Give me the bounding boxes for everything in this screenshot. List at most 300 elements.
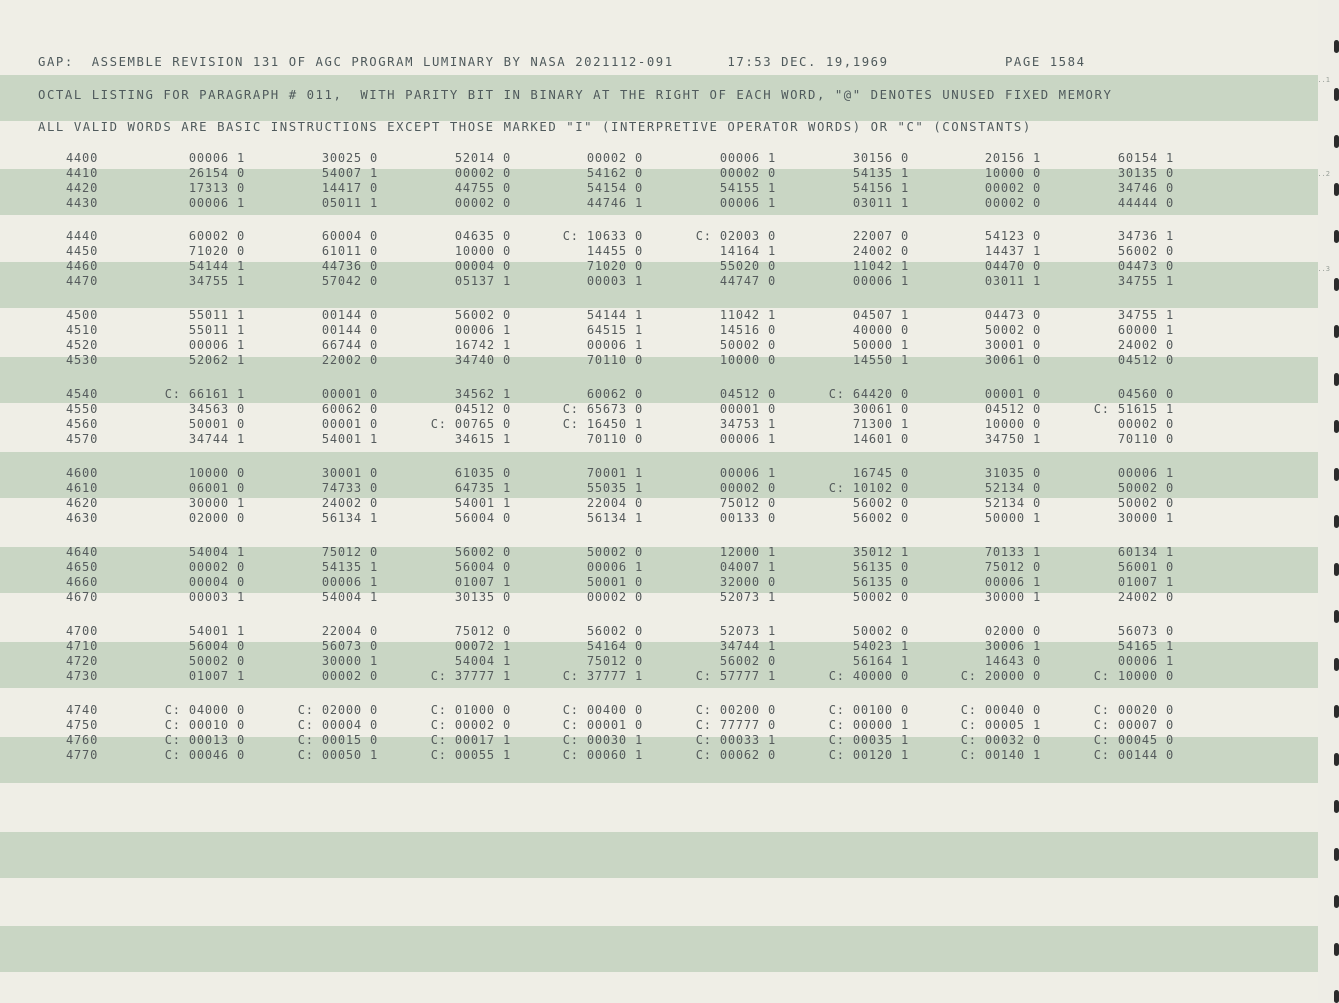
octal-word: 00002 0 <box>454 196 511 210</box>
octal-word: 00001 0 <box>321 417 378 431</box>
octal-word: C: 65673 0 <box>562 402 643 416</box>
row-address: 4730 <box>66 669 99 683</box>
octal-word: 56002 0 <box>719 654 776 668</box>
octal-word: C: 00007 0 <box>1093 718 1174 732</box>
octal-word: 00004 0 <box>454 259 511 273</box>
octal-word: 04470 0 <box>984 259 1041 273</box>
octal-word: 00002 0 <box>321 669 378 683</box>
octal-word: C: 00030 1 <box>562 733 643 747</box>
feed-hole <box>1334 943 1339 956</box>
octal-word: 00002 0 <box>586 151 643 165</box>
octal-word: 30001 0 <box>321 466 378 480</box>
octal-word: 75012 0 <box>719 496 776 510</box>
feed-hole <box>1334 705 1339 718</box>
octal-word: 14455 0 <box>586 244 643 258</box>
octal-word: 30061 0 <box>852 402 909 416</box>
octal-word: 31035 0 <box>984 466 1041 480</box>
feed-hole <box>1334 373 1339 386</box>
octal-word: C: 64420 0 <box>828 387 909 401</box>
octal-word: 56004 0 <box>454 560 511 574</box>
octal-word: 34746 0 <box>1117 181 1174 195</box>
octal-word: 00002 0 <box>454 166 511 180</box>
octal-word: C: 01000 0 <box>430 703 511 717</box>
octal-word: 34736 1 <box>1117 229 1174 243</box>
octal-word: 10000 0 <box>188 466 245 480</box>
octal-word: C: 51615 1 <box>1093 402 1174 416</box>
octal-word: 04512 0 <box>719 387 776 401</box>
row-address: 4600 <box>66 466 99 480</box>
row-address: 4720 <box>66 654 99 668</box>
octal-word: 00006 1 <box>586 338 643 352</box>
octal-word: 01007 1 <box>454 575 511 589</box>
octal-word: 10000 0 <box>984 166 1041 180</box>
octal-word: 34744 1 <box>188 432 245 446</box>
octal-word: 14417 0 <box>321 181 378 195</box>
octal-word: 66744 0 <box>321 338 378 352</box>
octal-word: 00001 0 <box>719 402 776 416</box>
octal-word: 34755 1 <box>1117 308 1174 322</box>
octal-word: 30000 1 <box>188 496 245 510</box>
octal-word: C: 00200 0 <box>695 703 776 717</box>
margin-mark: ..2 <box>1317 170 1330 178</box>
octal-word: 00006 1 <box>454 323 511 337</box>
octal-word: 54135 1 <box>321 560 378 574</box>
octal-word: 55011 1 <box>188 323 245 337</box>
octal-word: 05137 1 <box>454 274 511 288</box>
octal-word: 00006 1 <box>719 151 776 165</box>
octal-word: 00006 1 <box>188 196 245 210</box>
feed-hole <box>1334 278 1339 291</box>
row-address: 4640 <box>66 545 99 559</box>
octal-word: 00072 1 <box>454 639 511 653</box>
margin-mark: ..1 <box>1317 76 1330 84</box>
octal-word: 00006 1 <box>719 432 776 446</box>
octal-word: 00002 0 <box>984 196 1041 210</box>
octal-word: C: 00002 0 <box>430 718 511 732</box>
octal-word: 22007 0 <box>852 229 909 243</box>
row-address: 4500 <box>66 308 99 322</box>
octal-word: C: 00035 1 <box>828 733 909 747</box>
feed-hole <box>1334 895 1339 908</box>
octal-word: C: 00045 0 <box>1093 733 1174 747</box>
octal-word: C: 02003 0 <box>695 229 776 243</box>
octal-word: 44736 0 <box>321 259 378 273</box>
octal-word: C: 00001 0 <box>562 718 643 732</box>
octal-word: C: 37777 1 <box>562 669 643 683</box>
octal-word: 50002 0 <box>586 545 643 559</box>
octal-word: 74733 0 <box>321 481 378 495</box>
row-address: 4660 <box>66 575 99 589</box>
octal-word: 56004 0 <box>454 511 511 525</box>
row-address: 4400 <box>66 151 99 165</box>
row-address: 4650 <box>66 560 99 574</box>
feed-hole <box>1334 610 1339 623</box>
octal-word: 00006 1 <box>188 151 245 165</box>
octal-word: 00003 1 <box>188 590 245 604</box>
octal-word: C: 20000 0 <box>960 669 1041 683</box>
octal-word: 75012 0 <box>586 654 643 668</box>
header-line-2: OCTAL LISTING FOR PARAGRAPH # 011, WITH PARITY BIT IN BINARY AT THE RIGHT OF EACH WORD, "@" DENOTES UNUSED FIXED MEMORY <box>38 88 1113 102</box>
row-address: 4620 <box>66 496 99 510</box>
octal-word: 56002 0 <box>852 496 909 510</box>
octal-word: 30006 1 <box>984 639 1041 653</box>
octal-word: C: 00013 0 <box>164 733 245 747</box>
octal-word: 56135 0 <box>852 575 909 589</box>
octal-word: 00001 0 <box>321 387 378 401</box>
octal-word: 56134 1 <box>321 511 378 525</box>
octal-word: C: 00100 0 <box>828 703 909 717</box>
row-address: 4710 <box>66 639 99 653</box>
octal-word: 56073 0 <box>1117 624 1174 638</box>
octal-word: 04512 0 <box>1117 353 1174 367</box>
row-address: 4610 <box>66 481 99 495</box>
octal-word: 17313 0 <box>188 181 245 195</box>
octal-word: 70110 0 <box>586 432 643 446</box>
octal-word: 71020 0 <box>188 244 245 258</box>
octal-word: 54001 1 <box>454 496 511 510</box>
octal-word: 14437 1 <box>984 244 1041 258</box>
octal-word: 00006 1 <box>719 196 776 210</box>
octal-word: C: 00033 1 <box>695 733 776 747</box>
octal-word: C: 10000 0 <box>1093 669 1174 683</box>
margin-mark: ..3 <box>1317 265 1330 273</box>
header-line-3: ALL VALID WORDS ARE BASIC INSTRUCTIONS EXCEPT THOSE MARKED "I" (INTERPRETIVE OPERATOR WORDS) OR "C" (CONSTANTS) <box>38 120 1032 134</box>
feed-hole <box>1334 468 1339 481</box>
octal-word: 54123 0 <box>984 229 1041 243</box>
octal-word: 60134 1 <box>1117 545 1174 559</box>
header-line-1: GAP: ASSEMBLE REVISION 131 OF AGC PROGRAM LUMINARY BY NASA 2021112-091 17:53 DEC. 19,1969 PAGE 1584 <box>38 55 1086 69</box>
octal-word: 35012 1 <box>852 545 909 559</box>
octal-word: 00006 1 <box>188 338 245 352</box>
octal-word: 71300 1 <box>852 417 909 431</box>
octal-word: C: 66161 1 <box>164 387 245 401</box>
octal-word: 54023 1 <box>852 639 909 653</box>
octal-word: 00002 0 <box>719 481 776 495</box>
octal-word: 10000 0 <box>719 353 776 367</box>
row-address: 4440 <box>66 229 99 243</box>
octal-word: C: 00050 1 <box>297 748 378 762</box>
row-address: 4470 <box>66 274 99 288</box>
octal-word: 24002 0 <box>852 244 909 258</box>
octal-word: C: 00140 1 <box>960 748 1041 762</box>
feed-hole <box>1334 563 1339 576</box>
octal-word: 34563 0 <box>188 402 245 416</box>
octal-word: 14550 1 <box>852 353 909 367</box>
octal-word: 60004 0 <box>321 229 378 243</box>
octal-word: 00006 1 <box>1117 654 1174 668</box>
octal-word: 34562 1 <box>454 387 511 401</box>
feed-hole <box>1334 183 1339 196</box>
octal-word: 54001 1 <box>188 624 245 638</box>
green-bar <box>0 926 1318 972</box>
octal-word: C: 10633 0 <box>562 229 643 243</box>
octal-word: 30135 0 <box>454 590 511 604</box>
octal-word: 64515 1 <box>586 323 643 337</box>
octal-word: 14516 0 <box>719 323 776 337</box>
feed-hole <box>1334 325 1339 338</box>
octal-word: 50002 0 <box>1117 496 1174 510</box>
octal-word: 00003 1 <box>586 274 643 288</box>
octal-word: 34755 1 <box>188 274 245 288</box>
row-address: 4450 <box>66 244 99 258</box>
octal-word: C: 00005 1 <box>960 718 1041 732</box>
octal-word: 75012 0 <box>321 545 378 559</box>
octal-word: 50002 0 <box>719 338 776 352</box>
octal-word: 54144 1 <box>188 259 245 273</box>
octal-word: 03011 1 <box>984 274 1041 288</box>
octal-word: C: 00040 0 <box>960 703 1041 717</box>
octal-word: 71020 0 <box>586 259 643 273</box>
octal-word: 26154 0 <box>188 166 245 180</box>
octal-word: 60154 1 <box>1117 151 1174 165</box>
octal-word: 52134 0 <box>984 496 1041 510</box>
octal-word: C: 00060 1 <box>562 748 643 762</box>
octal-word: 54164 0 <box>586 639 643 653</box>
octal-word: 52073 1 <box>719 590 776 604</box>
octal-word: C: 00144 0 <box>1093 748 1174 762</box>
octal-word: 04635 0 <box>454 229 511 243</box>
octal-word: 14643 0 <box>984 654 1041 668</box>
octal-word: 03011 1 <box>852 196 909 210</box>
row-address: 4630 <box>66 511 99 525</box>
octal-word: C: 00400 0 <box>562 703 643 717</box>
octal-word: 20156 1 <box>984 151 1041 165</box>
octal-word: 30156 0 <box>852 151 909 165</box>
octal-word: C: 00032 0 <box>960 733 1041 747</box>
feed-hole <box>1334 658 1339 671</box>
octal-word: C: 00004 0 <box>297 718 378 732</box>
row-address: 4670 <box>66 590 99 604</box>
octal-word: 00144 0 <box>321 323 378 337</box>
octal-word: 16745 0 <box>852 466 909 480</box>
octal-word: 50002 0 <box>1117 481 1174 495</box>
octal-word: 60062 0 <box>586 387 643 401</box>
octal-word: C: 00046 0 <box>164 748 245 762</box>
octal-word: 55020 0 <box>719 259 776 273</box>
octal-word: 05011 1 <box>321 196 378 210</box>
octal-word: 54135 1 <box>852 166 909 180</box>
row-address: 4530 <box>66 353 99 367</box>
octal-word: 56164 1 <box>852 654 909 668</box>
octal-word: C: 00015 0 <box>297 733 378 747</box>
octal-word: 44444 0 <box>1117 196 1174 210</box>
octal-word: C: 02000 0 <box>297 703 378 717</box>
row-address: 4700 <box>66 624 99 638</box>
octal-word: 75012 0 <box>454 624 511 638</box>
octal-word: 52014 0 <box>454 151 511 165</box>
octal-word: 55035 1 <box>586 481 643 495</box>
octal-word: 61035 0 <box>454 466 511 480</box>
row-address: 4770 <box>66 748 99 762</box>
octal-word: C: 40000 0 <box>828 669 909 683</box>
octal-word: 00006 1 <box>321 575 378 589</box>
octal-word: 70110 0 <box>586 353 643 367</box>
row-address: 4420 <box>66 181 99 195</box>
octal-word: 70001 1 <box>586 466 643 480</box>
octal-word: 54144 1 <box>586 308 643 322</box>
octal-word: 00006 1 <box>1117 466 1174 480</box>
feed-hole <box>1334 420 1339 433</box>
octal-word: C: 00062 0 <box>695 748 776 762</box>
octal-word: 00006 1 <box>852 274 909 288</box>
octal-word: 12000 1 <box>719 545 776 559</box>
octal-word: 56002 0 <box>586 624 643 638</box>
octal-word: 04560 0 <box>1117 387 1174 401</box>
row-address: 4750 <box>66 718 99 732</box>
feed-hole <box>1334 88 1339 101</box>
octal-word: C: 00120 1 <box>828 748 909 762</box>
green-bar <box>0 832 1318 878</box>
octal-word: 00002 0 <box>1117 417 1174 431</box>
row-address: 4540 <box>66 387 99 401</box>
octal-word: 01007 1 <box>188 669 245 683</box>
feed-hole <box>1334 753 1339 766</box>
octal-word: 61011 0 <box>321 244 378 258</box>
octal-word: 50001 0 <box>586 575 643 589</box>
octal-word: C: 00000 1 <box>828 718 909 732</box>
row-address: 4560 <box>66 417 99 431</box>
octal-word: 02000 0 <box>188 511 245 525</box>
octal-word: 70110 0 <box>1117 432 1174 446</box>
octal-word: C: 00010 0 <box>164 718 245 732</box>
octal-word: 56004 0 <box>188 639 245 653</box>
octal-word: C: 00017 1 <box>430 733 511 747</box>
octal-word: 50002 0 <box>852 590 909 604</box>
octal-word: 34755 1 <box>1117 274 1174 288</box>
octal-word: 54007 1 <box>321 166 378 180</box>
octal-word: 64735 1 <box>454 481 511 495</box>
octal-word: 34750 1 <box>984 432 1041 446</box>
row-address: 4550 <box>66 402 99 416</box>
octal-word: 04507 1 <box>852 308 909 322</box>
octal-word: 54004 1 <box>188 545 245 559</box>
feed-hole <box>1334 800 1339 813</box>
row-address: 4510 <box>66 323 99 337</box>
octal-word: 00002 0 <box>984 181 1041 195</box>
octal-word: 10000 0 <box>454 244 511 258</box>
octal-word: 34615 1 <box>454 432 511 446</box>
octal-word: 60062 0 <box>321 402 378 416</box>
octal-word: 44747 0 <box>719 274 776 288</box>
row-address: 4740 <box>66 703 99 717</box>
octal-word: C: 57777 1 <box>695 669 776 683</box>
octal-word: C: 00765 0 <box>430 417 511 431</box>
octal-word: 56002 0 <box>454 545 511 559</box>
octal-word: 22002 0 <box>321 353 378 367</box>
octal-word: 56002 0 <box>454 308 511 322</box>
octal-word: C: 16450 1 <box>562 417 643 431</box>
row-address: 4460 <box>66 259 99 273</box>
octal-word: 24002 0 <box>321 496 378 510</box>
octal-word: 56134 1 <box>586 511 643 525</box>
octal-word: 01007 1 <box>1117 575 1174 589</box>
octal-word: 24002 0 <box>1117 338 1174 352</box>
octal-word: 11042 1 <box>852 259 909 273</box>
feed-hole <box>1334 515 1339 528</box>
octal-word: 04473 0 <box>984 308 1041 322</box>
row-address: 4760 <box>66 733 99 747</box>
octal-word: 50000 1 <box>852 338 909 352</box>
octal-word: 54162 0 <box>586 166 643 180</box>
octal-word: 30135 0 <box>1117 166 1174 180</box>
octal-word: 52062 1 <box>188 353 245 367</box>
octal-word: 50002 0 <box>188 654 245 668</box>
octal-word: 50001 0 <box>188 417 245 431</box>
octal-word: 04007 1 <box>719 560 776 574</box>
octal-word: 00002 0 <box>188 560 245 574</box>
octal-word: 54156 1 <box>852 181 909 195</box>
row-address: 4520 <box>66 338 99 352</box>
octal-word: 04473 0 <box>1117 259 1174 273</box>
octal-word: 44755 0 <box>454 181 511 195</box>
octal-word: 10000 0 <box>984 417 1041 431</box>
octal-word: 00006 1 <box>984 575 1041 589</box>
octal-word: 06001 0 <box>188 481 245 495</box>
octal-word: 40000 0 <box>852 323 909 337</box>
octal-word: 00006 1 <box>719 466 776 480</box>
octal-word: 04512 0 <box>454 402 511 416</box>
octal-word: 30000 1 <box>984 590 1041 604</box>
octal-word: 54154 0 <box>586 181 643 195</box>
octal-word: C: 77777 0 <box>695 718 776 732</box>
octal-word: 50002 0 <box>852 624 909 638</box>
octal-word: 11042 1 <box>719 308 776 322</box>
octal-word: 54004 1 <box>321 590 378 604</box>
octal-word: 14601 0 <box>852 432 909 446</box>
octal-word: 50002 0 <box>984 323 1041 337</box>
octal-word: 60002 0 <box>188 229 245 243</box>
octal-word: C: 04000 0 <box>164 703 245 717</box>
octal-word: 16742 1 <box>454 338 511 352</box>
feed-hole <box>1334 40 1339 53</box>
octal-word: 54165 1 <box>1117 639 1174 653</box>
octal-word: 56073 0 <box>321 639 378 653</box>
octal-word: 70133 1 <box>984 545 1041 559</box>
row-address: 4570 <box>66 432 99 446</box>
octal-word: 30061 0 <box>984 353 1041 367</box>
octal-word: 30025 0 <box>321 151 378 165</box>
octal-word: 57042 0 <box>321 274 378 288</box>
octal-word: 30000 1 <box>321 654 378 668</box>
octal-word: 00002 0 <box>586 590 643 604</box>
octal-word: 75012 0 <box>984 560 1041 574</box>
octal-word: 56002 0 <box>852 511 909 525</box>
octal-word: 32000 0 <box>719 575 776 589</box>
octal-word: 14164 1 <box>719 244 776 258</box>
octal-word: 04512 0 <box>984 402 1041 416</box>
feed-hole <box>1334 135 1339 148</box>
octal-word: 34744 1 <box>719 639 776 653</box>
row-address: 4430 <box>66 196 99 210</box>
octal-word: 52073 1 <box>719 624 776 638</box>
octal-word: 00001 0 <box>984 387 1041 401</box>
octal-word: 54004 1 <box>454 654 511 668</box>
octal-word: 00002 0 <box>719 166 776 180</box>
octal-word: 44746 1 <box>586 196 643 210</box>
octal-word: 30001 0 <box>984 338 1041 352</box>
octal-word: 55011 1 <box>188 308 245 322</box>
octal-word: 02000 0 <box>984 624 1041 638</box>
octal-word: 34740 0 <box>454 353 511 367</box>
octal-word: 22004 0 <box>321 624 378 638</box>
octal-word: 30000 1 <box>1117 511 1174 525</box>
octal-word: 24002 0 <box>1117 590 1174 604</box>
octal-word: 00144 0 <box>321 308 378 322</box>
octal-word: C: 37777 1 <box>430 669 511 683</box>
octal-word: 00006 1 <box>586 560 643 574</box>
octal-word: C: 00055 1 <box>430 748 511 762</box>
feed-hole <box>1334 230 1339 243</box>
